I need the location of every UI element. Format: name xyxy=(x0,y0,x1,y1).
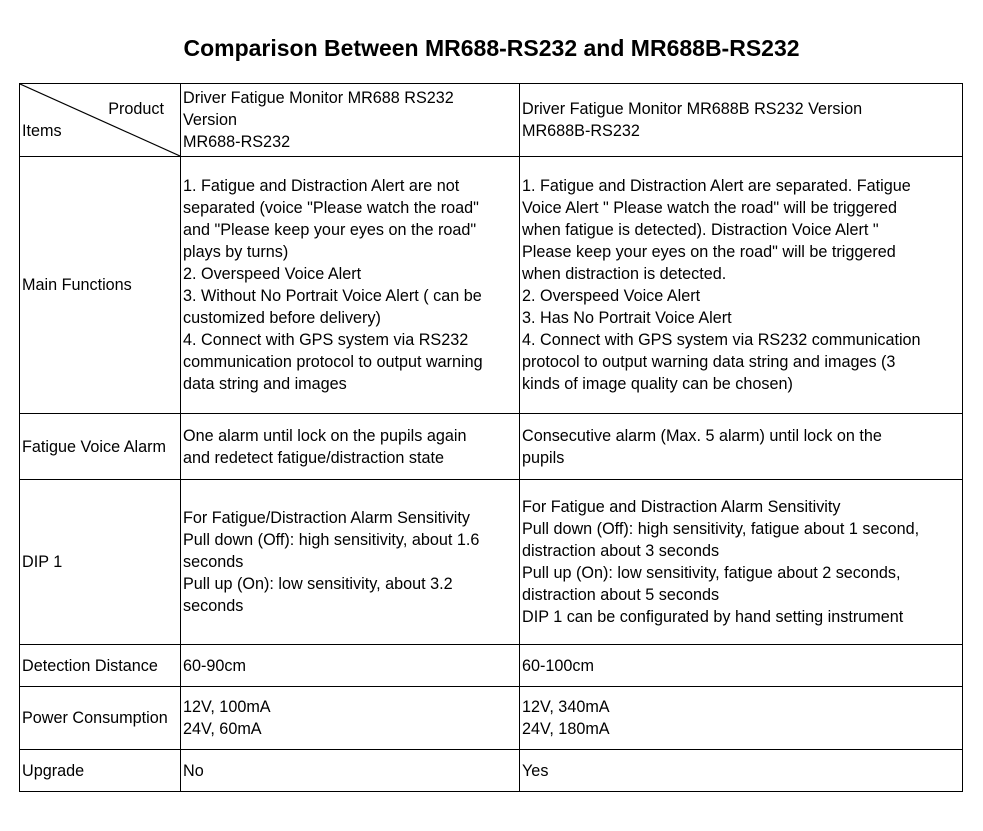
mr688b-cell xyxy=(520,645,963,687)
row-label-cell xyxy=(20,687,181,750)
mr688-value: No xyxy=(183,761,204,780)
mr688-cell xyxy=(181,480,520,645)
mr688b-cell xyxy=(520,157,963,414)
header-mr688b-text: Driver Fatigue Monitor MR688B RS232 Version MR688B-RS232 xyxy=(522,100,863,140)
mr688-cell xyxy=(181,687,520,750)
mr688b-cell xyxy=(520,414,963,480)
mr688b-cell xyxy=(520,687,963,750)
table-row xyxy=(20,645,963,687)
mr688-value: 60-90cm xyxy=(183,656,246,675)
row-label-cell xyxy=(20,750,181,792)
row-label: DIP 1 xyxy=(22,553,63,571)
mr688-value: One alarm until lock on the pupils again and redetect fatigue/distraction state xyxy=(183,426,467,467)
table-row xyxy=(20,414,963,480)
mr688-value: 12V, 100mA 24V, 60mA xyxy=(183,698,271,738)
mr688b-cell xyxy=(520,750,963,792)
row-label-cell xyxy=(20,645,181,687)
mr688b-value: 12V, 340mA 24V, 180mA xyxy=(522,698,610,738)
header-row xyxy=(20,84,963,157)
page-title: Comparison Between MR688-RS232 and MR688B-RS232 xyxy=(183,35,800,61)
mr688b-value: For Fatigue and Distraction Alarm Sensitivity Pull down (Off): high sensitivity, fatigue about 1 second, distraction about 3 seconds Pull up (On): low sensitivity, fatigue about 2 seconds, distraction about 5 seconds DIP 1 can be configurated by hand setting instrument xyxy=(522,498,920,626)
mr688b-value: 60-100cm xyxy=(522,656,594,675)
product-label: Product xyxy=(108,100,164,118)
row-label: Power Consumption xyxy=(22,709,168,727)
comparison-table xyxy=(19,83,963,792)
row-label: Upgrade xyxy=(22,761,85,780)
header-cell-mr688 xyxy=(181,84,520,157)
header-mr688-text: Driver Fatigue Monitor MR688 RS232 Version MR688-RS232 xyxy=(183,89,454,151)
mr688-value: 1. Fatigue and Distraction Alert are not separated (voice "Please watch the road" and "Please keep your eyes on the road" plays by turns) 2. Overspeed Voice Alert 3. Without No Portrait Voice Alert ( can be customized before delivery) 4. Connect with GPS system via RS232 communication protocol to output warning data string and images xyxy=(183,177,483,393)
mr688-cell xyxy=(181,414,520,480)
header-corner-cell xyxy=(20,84,181,157)
row-label: Fatigue Voice Alarm xyxy=(22,437,166,456)
mr688-cell xyxy=(181,750,520,792)
table-row xyxy=(20,687,963,750)
row-label-cell xyxy=(20,414,181,480)
mr688-cell xyxy=(181,645,520,687)
table-row xyxy=(20,480,963,645)
table-row xyxy=(20,157,963,414)
mr688b-cell xyxy=(520,480,963,645)
mr688b-value: 1. Fatigue and Distraction Alert are separated. Fatigue Voice Alert " Please watch the road" will be triggered when fatigue is detected). Distraction Voice Alert " Please keep your eyes on the road" will be triggered when distraction is detected. 2. Overspeed Voice Alert 3. Has No Portrait Voice Alert 4. Connect with GPS system via RS232 communication protocol to output warning data string and images (3 kinds of image quality can be chosen) xyxy=(522,177,921,393)
mr688b-value: Yes xyxy=(522,761,549,780)
row-label-cell xyxy=(20,480,181,645)
items-label: Items xyxy=(22,122,62,140)
table-row xyxy=(20,750,963,792)
row-label: Detection Distance xyxy=(22,656,158,675)
row-label-cell xyxy=(20,157,181,414)
row-label: Main Functions xyxy=(22,276,132,294)
mr688b-value: Consecutive alarm (Max. 5 alarm) until lock on the pupils xyxy=(522,426,882,467)
mr688-cell xyxy=(181,157,520,414)
mr688-value: For Fatigue/Distraction Alarm Sensitivity Pull down (Off): high sensitivity, about 1.6 seconds Pull up (On): low sensitivity, about 3.2 seconds xyxy=(183,509,480,615)
header-cell-mr688b xyxy=(520,84,963,157)
